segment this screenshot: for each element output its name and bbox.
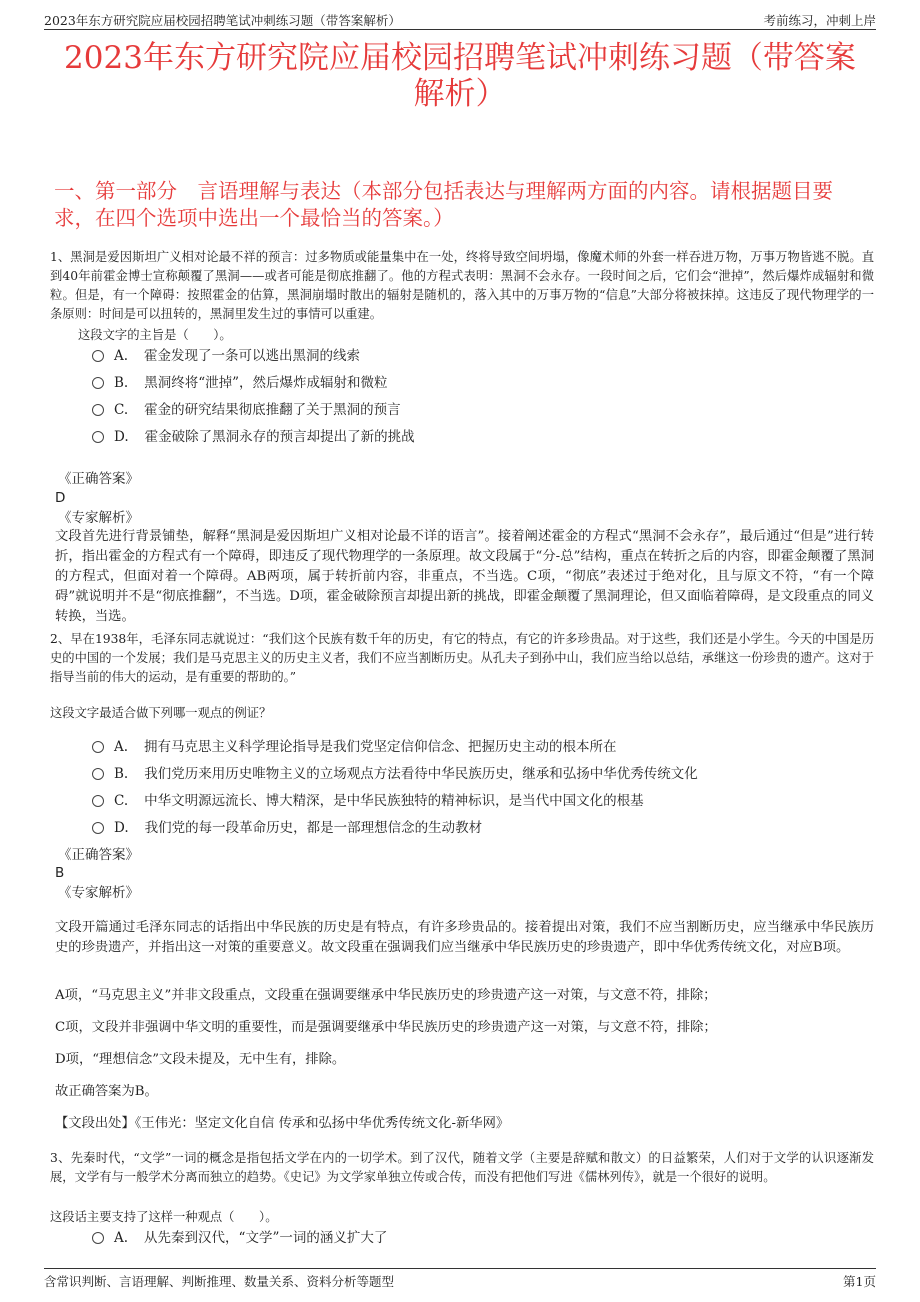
question-1-answer-label: 《正确答案》 xyxy=(58,471,139,487)
footer-description: 含常识判断、言语理解、判断推理、数量关系、资料分析等题型 xyxy=(44,1274,395,1289)
question-2-analysis: 文段开篇通过毛泽东同志的话指出中华民族的历史是有特点，有许多珍贵品的。接着提出对策，我们不应当割断历史，应当继承中华民族历史的珍贵遗产，并指出这一对策的重要意义。故文段重在强调我们应当继承中华民族历史的珍贵遗产，即中华优秀传统文化，对应B项。 xyxy=(55,920,874,955)
radio-icon[interactable] xyxy=(92,377,104,389)
page-number: 第1页 xyxy=(843,1274,876,1289)
question-3-text: 3、先秦时代，“文学”一词的概念是指包括文学在内的一切学术。到了汉代，随着文学（主要是辞赋和散文）的日益繁荣，人们对于文学的认识逐渐发展，文学有与一般学术分离而独立的趋势。《史记》为文学家单独立传或合传，而没有把他们写进《儒林列传》，就是一个很好的说明。 xyxy=(50,1151,874,1184)
question-1-analysis: 文段首先进行背景铺垫，解释“黑洞是爱因斯坦广义相对论最不详的语言”。接着阐述霍金的方程式“黑洞不会永存”，最后通过“但是”进行转折，指出霍金的方程式有一个障碍，即违反了现代物理学的一条原理。故文段属于“分-总”结构，重点在转折之后的内容，即霍金颠覆了黑洞的方程式，但面对着一个障碍。AB两项，属于转折前内容，非重点，不当选。C项，“彻底”表述过于绝对化，且与原文不符，“有一个障碍”就说明并不是“彻底推翻”，不当选。D项，霍金破除预言却提出新的挑战，即霍金颠覆了黑洞理论，但又面临着障碍，是文段重点的同义转换，当选。 xyxy=(55,529,874,624)
question-2-option-b[interactable]: B. 我们党历来用历史唯物主义的立场观点方法看待中华民族历史，继承和弘扬中华优秀传统文化 xyxy=(92,763,698,785)
question-1-option-a[interactable]: A. 霍金发现了一条可以逃出黑洞的线索 xyxy=(92,345,360,367)
question-2-note-a: A项，“马克思主义”并非文段重点，文段重在强调要继承中华民族历史的珍贵遗产这一对策，与文意不符，排除； xyxy=(55,988,717,1003)
question-2-analysis-label: 《专家解析》 xyxy=(58,885,139,901)
radio-icon[interactable] xyxy=(92,741,104,753)
document-title: 2023年东方研究院应届校园招聘笔试冲刺练习题（带答案解析） xyxy=(64,40,856,112)
radio-icon[interactable] xyxy=(92,768,104,780)
header-divider xyxy=(44,29,876,30)
radio-icon[interactable] xyxy=(92,795,104,807)
header-slogan: 考前练习，冲刺上岸 xyxy=(763,13,876,28)
question-2-source: 【文段出处】《王伟光：坚定文化自信 传承和弘扬中华优秀传统文化-新华网》 xyxy=(55,1116,510,1131)
header-title: 2023年东方研究院应届校园招聘笔试冲刺练习题（带答案解析） xyxy=(44,13,401,28)
question-1-analysis-label: 《专家解析》 xyxy=(58,510,139,526)
question-3-prompt: 这段话主要支持了这样一种观点（ ）。 xyxy=(50,1210,278,1224)
question-2-answer: B xyxy=(55,865,65,881)
question-2-option-c[interactable]: C. 中华文明源远流长、博大精深，是中华民族独特的精神标识，是当代中国文化的根基 xyxy=(92,790,644,812)
radio-icon[interactable] xyxy=(92,431,104,443)
question-2-text: 2、早在1938年，毛泽东同志就说过：“我们这个民族有数千年的历史，有它的特点，有它的许多珍贵品。对于这些，我们还是小学生。今天的中国是历史的中国的一个发展；我们是马克思主义的历史主义者，我们不应当割断历史。从孔夫子到孙中山，我们应当给以总结，承继这一份珍贵的遗产。这对于指导当前的伟大的运动，是有重要的帮助的。” xyxy=(50,632,874,684)
question-3-option-a[interactable]: A. 从先秦到汉代，“文学”一词的涵义扩大了 xyxy=(92,1227,387,1249)
question-2-prompt: 这段文字最适合做下列哪一观点的例证？ xyxy=(50,706,272,720)
radio-icon[interactable] xyxy=(92,404,104,416)
radio-icon[interactable] xyxy=(92,822,104,834)
question-2-answer-label: 《正确答案》 xyxy=(58,847,139,863)
footer-divider xyxy=(44,1268,876,1269)
question-1-option-d[interactable]: D. 霍金破除了黑洞永存的预言却提出了新的挑战 xyxy=(92,426,415,448)
question-2-option-d[interactable]: D. 我们党的每一段革命历史，都是一部理想信念的生动教材 xyxy=(92,817,482,839)
radio-icon[interactable] xyxy=(92,350,104,362)
radio-icon[interactable] xyxy=(92,1232,104,1244)
question-1-option-b[interactable]: B. 黑洞终将“泄掉”，然后爆炸成辐射和微粒 xyxy=(92,372,388,394)
question-2-note-c: C项，文段并非强调中华文明的重要性，而是强调要继承中华民族历史的珍贵遗产这一对策，与文意不符，排除； xyxy=(55,1020,717,1035)
question-2-conclusion: 故正确答案为B。 xyxy=(55,1084,158,1099)
section-heading: 一、第一部分 言语理解与表达（本部分包括表达与理解两方面的内容。请根据题目要求，在四个选项中选出一个最恰当的答案。） xyxy=(54,179,833,230)
question-1-option-c[interactable]: C. 霍金的研究结果彻底推翻了关于黑洞的预言 xyxy=(92,399,401,421)
question-1-prompt: 这段文字的主旨是（ ）。 xyxy=(78,328,232,342)
question-2-option-a[interactable]: A. 拥有马克思主义科学理论指导是我们党坚定信仰信念、把握历史主动的根本所在 xyxy=(92,736,617,758)
page-header xyxy=(44,8,876,28)
question-2-note-d: D项，“理想信念”文段未提及，无中生有，排除。 xyxy=(55,1052,346,1067)
question-1-answer: D xyxy=(55,490,66,506)
question-1-text: 1、黑洞是爱因斯坦广义相对论最不祥的预言：过多物质或能量集中在一处，终将导致空间坍塌，像魔术师的外套一样吞进万物，万事万物皆逃不脱。直到40年前霍金博士宣称颠覆了黑洞——或者可能是彻底推翻了。他的方程式表明：黑洞不会永存。一段时间之后，它们会“泄掉”，然后爆炸成辐射和微粒。但是，有一个障碍：按照霍金的估算，黑洞崩塌时散出的辐射是随机的，落入其中的万事万物的“信息”大部分将被抹掉。这违反了现代物理学的一条原则：时间是可以扭转的，黑洞里发生过的事情可以重建。 xyxy=(50,250,874,321)
